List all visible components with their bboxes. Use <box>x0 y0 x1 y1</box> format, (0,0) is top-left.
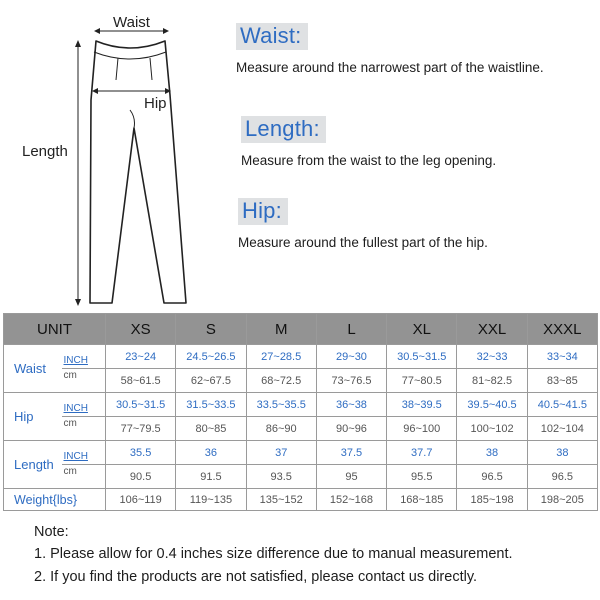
table-cell: 37.7 <box>387 441 457 465</box>
table-cell: 29~30 <box>316 345 386 369</box>
table-cell: 58~61.5 <box>106 369 176 393</box>
table-cell: 152~168 <box>316 489 386 511</box>
pants-outline <box>90 41 186 303</box>
size-header: XL <box>387 314 457 345</box>
table-cell: 90.5 <box>106 465 176 489</box>
waist-instruction <box>236 23 544 75</box>
table-cell: 95.5 <box>387 465 457 489</box>
row-label-weight: Weight{lbs} <box>4 489 106 511</box>
size-header: XXL <box>457 314 527 345</box>
table-cell: 40.5~41.5 <box>527 393 597 417</box>
table-cell: 77~79.5 <box>106 417 176 441</box>
table-cell: 24.5~26.5 <box>176 345 246 369</box>
table-cell: 38~39.5 <box>387 393 457 417</box>
table-cell: 35.5 <box>106 441 176 465</box>
hip-instruction <box>238 198 488 250</box>
table-cell: 95 <box>316 465 386 489</box>
unit-inch-label: INCH <box>62 345 106 369</box>
table-cell: 93.5 <box>246 465 316 489</box>
table-cell: 33.5~35.5 <box>246 393 316 417</box>
table-cell: 73~76.5 <box>316 369 386 393</box>
table-cell: 30.5~31.5 <box>106 393 176 417</box>
table-row <box>4 393 598 417</box>
row-label-hip: Hip <box>4 393 62 441</box>
size-header: M <box>246 314 316 345</box>
unit-header: UNIT <box>4 314 106 345</box>
table-cell: 37.5 <box>316 441 386 465</box>
unit-cm-label: cm <box>62 369 106 393</box>
table-cell: 62~67.5 <box>176 369 246 393</box>
size-header: S <box>176 314 246 345</box>
table-cell: 198~205 <box>527 489 597 511</box>
waist-arrow-right-head <box>163 28 169 34</box>
waist-label: Waist <box>113 14 150 31</box>
table-cell: 36~38 <box>316 393 386 417</box>
waist-description: Measure around the narrowest part of the waistline. <box>236 60 544 75</box>
table-cell: 102~104 <box>527 417 597 441</box>
table-cell: 96.5 <box>527 465 597 489</box>
hip-description: Measure around the fullest part of the hip. <box>238 235 488 250</box>
table-cell: 168~185 <box>387 489 457 511</box>
table-cell: 68~72.5 <box>246 369 316 393</box>
note-line: 1. Please allow for 0.4 inches size difference due to manual measurement. <box>34 546 513 562</box>
length-arrow-bottom-head <box>75 299 81 306</box>
unit-cm-label: cm <box>62 465 106 489</box>
table-cell: 86~90 <box>246 417 316 441</box>
table-cell: 30.5~31.5 <box>387 345 457 369</box>
length-label: Length <box>22 143 68 160</box>
notes-section <box>34 524 513 592</box>
waist-title: Waist: <box>236 23 308 50</box>
size-chart-table <box>3 313 598 511</box>
note-line: 2. If you find the products are not satisfied, please contact us directly. <box>34 569 478 585</box>
table-cell: 185~198 <box>457 489 527 511</box>
size-header: XS <box>106 314 176 345</box>
table-cell: 32~33 <box>457 345 527 369</box>
table-cell: 100~102 <box>457 417 527 441</box>
table-row <box>4 489 598 511</box>
unit-inch-label: INCH <box>62 393 106 417</box>
unit-inch-label: INCH <box>62 441 106 465</box>
table-cell: 36 <box>176 441 246 465</box>
table-row <box>4 417 598 441</box>
table-cell: 91.5 <box>176 465 246 489</box>
table-cell: 106~119 <box>106 489 176 511</box>
notes-title: Note: <box>34 524 69 540</box>
length-description: Measure from the waist to the leg opening. <box>241 153 497 168</box>
table-cell: 135~152 <box>246 489 316 511</box>
table-cell: 77~80.5 <box>387 369 457 393</box>
table-cell: 81~82.5 <box>457 369 527 393</box>
table-cell: 39.5~40.5 <box>457 393 527 417</box>
table-cell: 83~85 <box>527 369 597 393</box>
table-cell: 23~24 <box>106 345 176 369</box>
pants-illustration <box>0 0 220 312</box>
table-cell: 38 <box>457 441 527 465</box>
length-title: Length: <box>241 116 326 143</box>
table-cell: 96~100 <box>387 417 457 441</box>
table-row <box>4 465 598 489</box>
hip-label: Hip <box>144 95 167 112</box>
table-cell: 37 <box>246 441 316 465</box>
waist-arrow-left-head <box>94 28 100 34</box>
table-cell: 38 <box>527 441 597 465</box>
unit-cm-label: cm <box>62 417 106 441</box>
table-cell: 90~96 <box>316 417 386 441</box>
length-arrow-top-head <box>75 40 81 47</box>
table-row <box>4 369 598 393</box>
row-label-length: Length <box>4 441 62 489</box>
table-cell: 31.5~33.5 <box>176 393 246 417</box>
table-body <box>4 345 598 511</box>
table-row <box>4 345 598 369</box>
hip-title: Hip: <box>238 198 288 225</box>
size-header: L <box>316 314 386 345</box>
table-cell: 33~34 <box>527 345 597 369</box>
length-instruction <box>241 116 496 168</box>
table-cell: 96.5 <box>457 465 527 489</box>
table-cell: 27~28.5 <box>246 345 316 369</box>
table-header-row <box>4 314 598 345</box>
table-row <box>4 441 598 465</box>
table-cell: 80~85 <box>176 417 246 441</box>
size-header: XXXL <box>527 314 597 345</box>
table-cell: 119~135 <box>176 489 246 511</box>
row-label-waist: Waist <box>4 345 62 393</box>
